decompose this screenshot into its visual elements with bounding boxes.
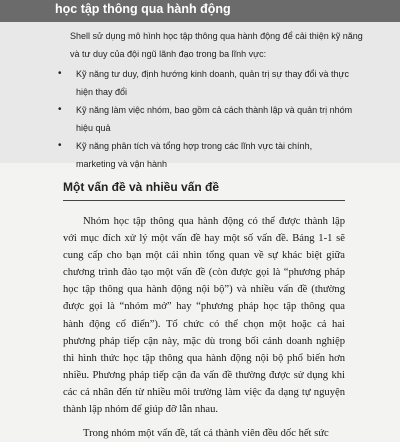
bullet-icon: •: [58, 68, 62, 79]
section-divider: [63, 200, 345, 201]
list-item-text: Kỹ năng tư duy, định hướng kinh doanh, quản trị sự thay đổi và thực hiện thay đổi: [76, 69, 349, 97]
sidebar-box-list: [54, 65, 354, 173]
list-item-text: Kỹ năng làm việc nhóm, bao gồm cả cách thành lập và quản trị nhóm hiệu quả: [76, 105, 353, 133]
sidebar-box-intro: Shell sử dụng mô hình học tập thông qua hành động để cải thiện kỹ năng và tư duy của đội ngũ lãnh đạo trong ba lĩnh vực:: [70, 31, 363, 59]
list-item: [54, 101, 354, 137]
bullet-icon: •: [58, 104, 62, 115]
body-paragraph: Trong nhóm một vấn đề, tất cả thành viên đều dốc hết sức: [83, 428, 329, 440]
sidebar-box: [0, 0, 400, 169]
section-heading: Một vấn đề và nhiều vấn đề: [63, 180, 220, 194]
sidebar-box-header: [0, 0, 400, 22]
body-paragraph: Nhóm học tập thông qua hành động có thể được thành lập với mục đích xử lý một vấn đề hay một số vấn đề. Bảng 1-1 sẽ cung cấp cho bạn một cái nhìn tổng quan về sự khác biệt giữa chương trình đào tạo một vấn đề (còn được gọi là “phương pháp học tập thông qua hành động nội bộ”) và nhiều vấn đề (thường được gọi là “nhóm mở” hay “phương pháp học tập thông qua hành động cổ điển”). Tổ chức có thể chọn một hoặc cả hai phương pháp tiếp cận này, mặc dù trong bối cảnh doanh nghiệp thì hình thức học tập thông qua hành động nội bộ phổ biến hơn nhiều. Phương pháp tiếp cận đa vấn đề thường được sử dụng khi các cá nhân đến từ nhiều môi trường làm việc đa dạng tự nguyện thành lập nhóm để giúp đỡ lẫn nhau.: [63, 216, 345, 416]
list-item: [54, 65, 354, 101]
body-text: [63, 213, 345, 442]
list-item: [54, 137, 354, 173]
sidebar-box-title: học tập thông qua hành động: [55, 2, 231, 16]
bullet-icon: •: [58, 140, 62, 151]
list-item-text: Kỹ năng phân tích và tổng hợp trong các lĩnh vực tài chính, marketing và vận hành: [76, 141, 313, 169]
